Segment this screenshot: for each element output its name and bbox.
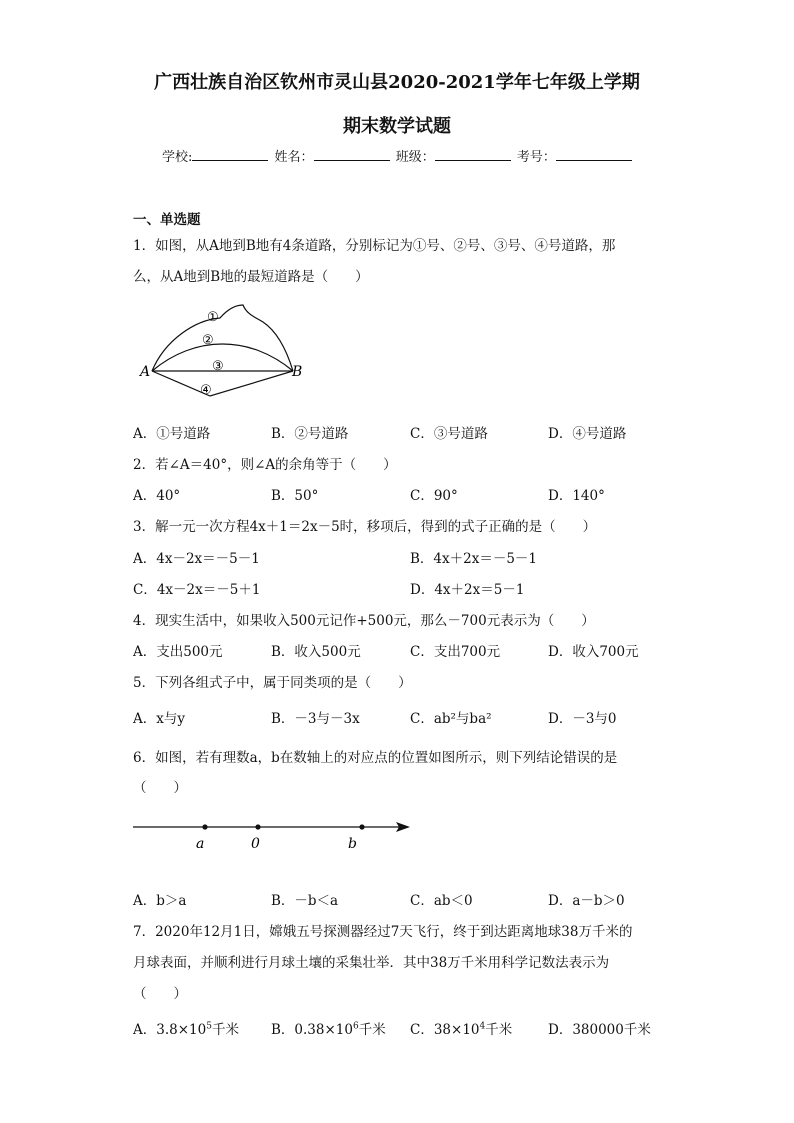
- q1-option-b[interactable]: B．②号道路: [271, 426, 349, 442]
- point-a: [202, 824, 207, 829]
- id-blank[interactable]: [556, 148, 632, 161]
- q3-option-d[interactable]: D．4x＋2x＝5－1: [410, 582, 525, 598]
- q4-option-b[interactable]: B．收入500元: [271, 644, 361, 660]
- q5-option-c[interactable]: C．ab²与ba²: [410, 711, 492, 727]
- point-b-label: B: [292, 364, 303, 380]
- student-info: [162, 146, 634, 165]
- q7-a-exponent: 5: [206, 1021, 212, 1032]
- q7-c-mantissa: 38×10: [433, 1022, 480, 1038]
- title-line-1: 广西壮族自治区钦州市灵山县2020-2021学年七年级上学期: [154, 72, 640, 93]
- q3-option-c[interactable]: C．4x－2x＝－5＋1: [133, 582, 261, 598]
- q4-stem: 4．现实生活中，如果收入500元记作+500元，那么－700元表示为（ ）: [133, 613, 595, 629]
- class-blank[interactable]: [435, 148, 511, 161]
- q7-option-a[interactable]: [133, 1018, 239, 1038]
- q6-number-line: [130, 815, 415, 855]
- id-label: 考号：: [516, 150, 556, 165]
- point-b: [359, 824, 364, 829]
- q2-option-a[interactable]: A．40°: [133, 488, 181, 504]
- q5-stem: 5．下列各组式子中，属于同类项的是（ ）: [133, 675, 412, 691]
- q7-a-unit: 千米: [211, 1022, 239, 1038]
- road-2-label: ②: [202, 333, 214, 348]
- q7-b-unit: 千米: [358, 1022, 386, 1038]
- q6-option-d[interactable]: D．a－b＞0: [548, 893, 625, 909]
- q7-stem-line1: 7．2020年12月1日，嫦娥五号探测器经过7天飞行，终于到达距离地球38万千米的: [133, 924, 633, 940]
- q6-stem-line1: 6．如图，若有理数a，b在数轴上的对应点的位置如图所示，则下列结论错误的是: [133, 750, 618, 766]
- point-zero: [255, 824, 260, 829]
- q7-option-c[interactable]: [410, 1018, 512, 1038]
- q7-b-exponent: 6: [352, 1021, 359, 1032]
- q7-a-mantissa: 3.8×10: [156, 1022, 207, 1038]
- q7-option-d[interactable]: D．380000千米: [548, 1022, 651, 1038]
- q7-b-label: B．: [271, 1022, 295, 1038]
- q7-stem-line2: 月球表面，并顺利进行月球土壤的采集壮举．其中38万千米用科学记数法表示为: [133, 955, 610, 971]
- q6-stem-line2: （ ）: [133, 780, 187, 796]
- name-blank[interactable]: [314, 148, 390, 161]
- q6-option-a[interactable]: A．b＞a: [133, 893, 187, 909]
- q7-a-label: A．: [133, 1022, 157, 1038]
- road-1-label: ①: [207, 310, 219, 325]
- point-a-label: A: [140, 364, 151, 380]
- q5-option-d[interactable]: D．－3与0: [548, 711, 617, 727]
- q1-road-figure: [135, 300, 310, 400]
- q2-stem: 2．若∠A＝40°，则∠A的余角等于（ ）: [133, 457, 397, 473]
- q7-stem-line3: （ ）: [133, 986, 187, 1002]
- axis-label-b: b: [348, 836, 357, 852]
- q1-stem-line2: 么，从A地到B地的最短道路是（ ）: [133, 269, 369, 285]
- q4-option-c[interactable]: C．支出700元: [410, 644, 501, 660]
- q1-option-a[interactable]: A．①号道路: [133, 426, 211, 442]
- q1-option-d[interactable]: D．④号道路: [548, 426, 627, 442]
- q7-c-exponent: 4: [479, 1021, 486, 1032]
- q4-option-d[interactable]: D．收入700元: [548, 644, 639, 660]
- road-3-label: ③: [212, 359, 224, 374]
- q5-option-a[interactable]: A．x与y: [133, 711, 185, 727]
- q1-stem-line1: 1．如图，从A地到B地有4条道路，分别标记为①号、②号、③号、④号道路，那: [133, 238, 616, 254]
- q7-b-mantissa: 0.38×10: [294, 1022, 353, 1038]
- q5-option-b[interactable]: B．－3与－3x: [271, 711, 360, 727]
- q2-option-d[interactable]: D．140°: [548, 488, 605, 504]
- school-label: 学校:: [162, 150, 193, 165]
- class-label: 班级：: [395, 150, 435, 165]
- q3-option-a[interactable]: A．4x－2x＝－5－1: [133, 551, 260, 567]
- q1-option-c[interactable]: C．③号道路: [410, 426, 488, 442]
- name-label: 姓名：: [274, 150, 314, 165]
- q3-stem: 3．解一元一次方程4x＋1＝2x－5时，移项后，得到的式子正确的是（ ）: [133, 519, 597, 535]
- section-heading: 一、单选题: [133, 212, 201, 228]
- q6-option-c[interactable]: C．ab＜0: [410, 893, 473, 909]
- title-line-2: 期末数学试题: [343, 116, 451, 137]
- road-4-label: ④: [200, 383, 212, 398]
- q3-option-b[interactable]: B．4x＋2x＝－5－1: [410, 551, 538, 567]
- axis-label-a: a: [196, 836, 205, 852]
- q7-option-b[interactable]: [271, 1018, 386, 1038]
- q2-option-c[interactable]: C．90°: [410, 488, 458, 504]
- school-blank[interactable]: [192, 148, 268, 161]
- q6-option-b[interactable]: B．－b＜a: [271, 893, 339, 909]
- axis-label-zero: 0: [251, 836, 260, 852]
- q7-c-unit: 千米: [485, 1022, 513, 1038]
- q2-option-b[interactable]: B．50°: [271, 488, 319, 504]
- q7-c-label: C．: [410, 1022, 434, 1038]
- q4-option-a[interactable]: A．支出500元: [133, 644, 223, 660]
